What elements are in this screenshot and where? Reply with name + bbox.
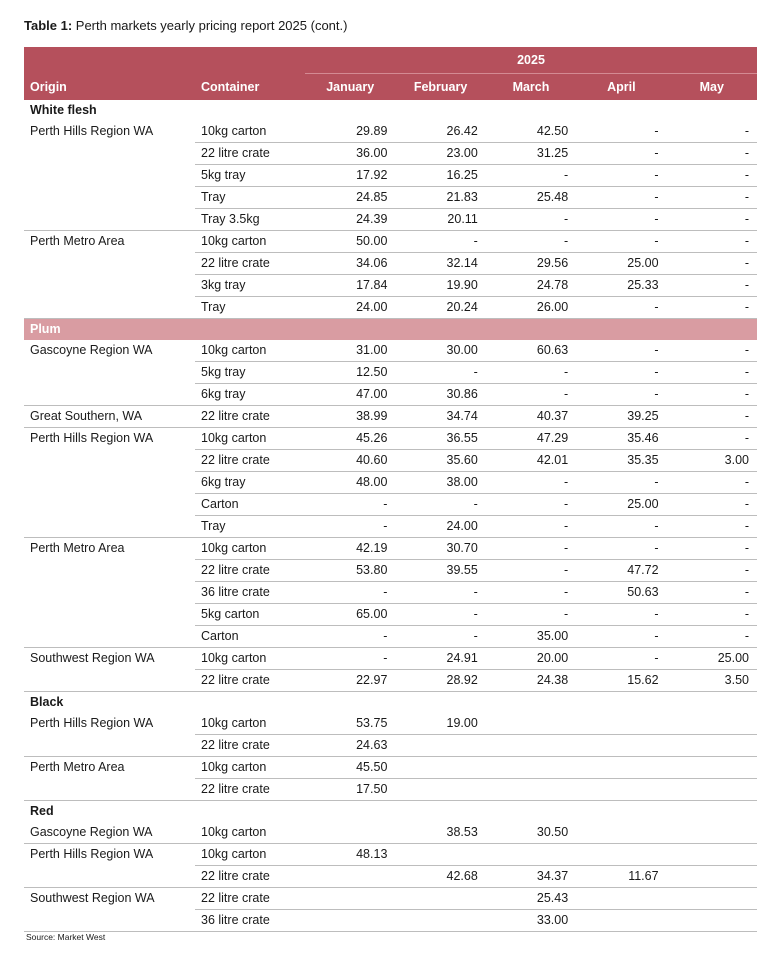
price-cell: 36.55 [395,428,485,450]
price-cell: 33.00 [486,910,576,932]
table-row [24,822,757,844]
origin-cell [24,187,195,209]
price-cell: 24.38 [486,670,576,692]
price-cell: 25.33 [576,275,666,297]
origin-cell: Perth Hills Region WA [30,124,154,139]
container-cell: 3kg tray [195,275,305,297]
price-cell: - [576,362,666,384]
month-column-header: February [395,74,485,101]
price-cell: 65.00 [305,604,395,626]
price-cell [395,779,485,801]
price-cell: - [576,187,666,209]
container-cell: 10kg carton [201,825,267,839]
price-cell: 36.00 [305,143,395,165]
price-cell [576,735,666,757]
container-cell: Carton [195,626,305,648]
price-cell [486,779,576,801]
price-cell: - [486,209,576,231]
price-cell: 34.06 [305,253,395,275]
price-cell: - [654,343,659,357]
price-cell: - [305,582,395,604]
origin-cell: Perth Metro Area [24,757,195,779]
price-cell: 38.53 [446,825,478,839]
price-cell: 45.50 [305,757,395,779]
table-row [24,143,757,165]
price-cell: - [667,362,757,384]
price-cell [395,844,485,866]
month-column-header: April [576,74,666,101]
origin-cell [24,582,195,604]
table-row [24,121,757,143]
price-cell: - [667,275,757,297]
table-row [24,275,757,297]
price-cell: 30.86 [395,384,485,406]
price-cell: 40.60 [305,450,395,472]
price-cell: 19.90 [395,275,485,297]
price-cell: 39.55 [395,560,485,582]
price-cell: 60.63 [536,343,569,357]
price-cell [576,757,666,779]
table-row [24,340,757,362]
month-column-header: May [667,74,757,101]
price-cell: 29.56 [486,253,576,275]
table-row [24,165,757,187]
table-row [24,516,757,538]
price-cell [486,713,576,735]
price-cell: 31.25 [486,143,576,165]
price-cell [395,888,485,910]
container-cell: 22 litre crate [195,888,305,910]
price-cell: 30.00 [446,343,478,357]
container-cell: 10kg carton [195,757,305,779]
section-label: Plum [24,319,757,341]
origin-cell: Perth Hills Region WA [24,428,195,450]
price-cell: 47.72 [576,560,666,582]
price-cell [576,779,666,801]
price-cell: - [576,604,666,626]
price-cell: 29.89 [356,124,388,138]
table-title-prefix: Table 1: [24,18,73,33]
price-cell: - [576,297,666,319]
origin-cell: Perth Hills Region WA [30,716,154,731]
price-cell [395,735,485,757]
origin-cell: Gascoyne Region WA [30,825,153,839]
price-cell: 31.00 [356,343,388,357]
price-cell: 20.00 [486,648,576,670]
price-cell: 25.00 [576,253,666,275]
origin-cell: Great Southern, WA [24,406,195,428]
price-cell: 17.84 [305,275,395,297]
price-cell [576,910,666,932]
container-cell: 10kg carton [195,648,305,670]
origin-cell [24,735,195,757]
origin-cell: Southwest Region WA [24,648,195,670]
price-cell [486,735,576,757]
table-row [24,604,757,626]
price-cell: 47.00 [305,384,395,406]
price-cell: 35.46 [576,428,666,450]
price-cell [486,757,576,779]
table-row [24,297,757,319]
price-cell: 20.24 [395,297,485,319]
pricing-table [24,47,757,932]
price-cell: - [486,560,576,582]
price-cell [667,866,757,888]
origin-cell [24,866,195,888]
table-row [24,209,757,231]
table-row [24,231,757,253]
origin-cell [24,253,195,275]
price-cell: - [576,231,666,253]
price-cell: - [667,494,757,516]
price-cell: 34.37 [486,866,576,888]
price-cell: - [667,384,757,406]
price-cell [667,757,757,779]
price-cell: 50.63 [576,582,666,604]
price-cell: - [486,494,576,516]
container-cell: 6kg tray [195,384,305,406]
origin-cell [24,910,195,932]
price-cell: - [667,516,757,538]
container-cell: 10kg carton [201,716,267,730]
price-cell: - [744,124,749,138]
price-cell: - [305,516,395,538]
price-cell [305,822,395,844]
price-cell: 25.00 [576,494,666,516]
price-cell: - [667,253,757,275]
table-row [24,888,757,910]
origin-cell [24,472,195,494]
price-cell: - [667,560,757,582]
table-row [24,494,757,516]
origin-cell [24,362,195,384]
price-cell: 21.83 [395,187,485,209]
price-cell: 25.00 [667,648,757,670]
price-cell: 3.00 [667,450,757,472]
price-cell: - [305,648,395,670]
table-row [24,362,757,384]
container-cell: 10kg carton [195,231,305,253]
table-row [24,626,757,648]
price-cell: - [654,124,659,138]
container-cell: 22 litre crate [195,450,305,472]
table-row [24,406,757,428]
price-cell: 34.74 [395,406,485,428]
section-row [24,692,757,714]
price-cell [667,844,757,866]
price-cell: 32.14 [395,253,485,275]
table-row [24,450,757,472]
container-cell: 10kg carton [201,343,267,357]
price-cell: 15.62 [576,670,666,692]
origin-cell: Perth Metro Area [24,538,195,560]
table-title [24,18,347,33]
price-cell [395,757,485,779]
price-cell: 28.92 [395,670,485,692]
price-cell [486,844,576,866]
origin-cell [24,779,195,801]
origin-cell [24,560,195,582]
section-label: Black [30,695,64,709]
month-column-header: January [305,74,395,101]
price-cell: - [305,626,395,648]
container-cell: 22 litre crate [195,560,305,582]
price-cell: - [667,428,757,450]
table-row [24,910,757,932]
price-cell: - [667,143,757,165]
container-cell: 22 litre crate [195,866,305,888]
price-cell: - [395,494,485,516]
table-header [24,47,757,100]
price-cell: 25.48 [486,187,576,209]
origin-cell [24,450,195,472]
price-cell: 19.00 [446,716,478,730]
container-cell: 10kg carton [201,124,267,138]
price-cell: 35.60 [395,450,485,472]
price-cell: - [667,626,757,648]
price-cell: 48.00 [305,472,395,494]
container-cell: 6kg tray [195,472,305,494]
container-cell: 22 litre crate [195,735,305,757]
table-row [24,384,757,406]
container-column-header: Container [195,74,305,101]
container-cell: 36 litre crate [195,582,305,604]
price-cell: - [395,582,485,604]
table-row [24,253,757,275]
price-cell: - [667,472,757,494]
origin-cell [24,384,195,406]
origin-cell: Southwest Region WA [24,888,195,910]
price-cell: - [395,626,485,648]
table-row [24,472,757,494]
price-cell: 50.00 [305,231,395,253]
price-cell: - [744,343,749,357]
price-cell: - [576,209,666,231]
price-cell: - [576,384,666,406]
price-cell [667,779,757,801]
price-cell: - [667,538,757,560]
price-cell: - [576,143,666,165]
table-row [24,844,757,866]
price-cell: 24.00 [305,297,395,319]
price-cell: - [667,604,757,626]
price-cell: 40.37 [486,406,576,428]
price-cell: - [667,165,757,187]
price-cell: 22.97 [305,670,395,692]
container-cell: 10kg carton [195,538,305,560]
price-cell: - [576,516,666,538]
price-cell: 48.13 [305,844,395,866]
origin-cell [24,516,195,538]
table-row [24,560,757,582]
price-cell: - [486,538,576,560]
price-cell: 42.50 [536,124,569,138]
table-row [24,866,757,888]
price-cell: 26.42 [446,124,478,138]
container-cell: 22 litre crate [195,779,305,801]
price-cell [395,910,485,932]
price-cell: 38.00 [395,472,485,494]
origin-cell [24,626,195,648]
price-cell: - [667,406,757,428]
price-cell: 12.50 [305,362,395,384]
origin-cell: Perth Metro Area [24,231,195,253]
price-cell: - [576,165,666,187]
origin-column-header: Origin [24,74,195,101]
price-cell [667,713,757,735]
section-label: Red [30,804,54,818]
price-cell: - [667,187,757,209]
price-cell [576,844,666,866]
container-cell: 22 litre crate [195,253,305,275]
price-cell: - [667,297,757,319]
price-cell: - [486,582,576,604]
container-cell: Tray 3.5kg [195,209,305,231]
table-row [24,735,757,757]
section-row [24,801,757,823]
origin-cell [24,604,195,626]
price-cell: 38.99 [305,406,395,428]
price-cell: 16.25 [395,165,485,187]
price-cell [667,735,757,757]
section-row [24,100,757,121]
price-cell: 11.67 [576,866,666,888]
table-row [24,582,757,604]
price-cell: 53.80 [305,560,395,582]
table-title-text: Perth markets yearly pricing report 2025 (cont.) [72,18,348,33]
price-cell: 24.63 [305,735,395,757]
year-header: 2025 [305,47,757,74]
table-body [24,100,757,932]
price-cell: - [667,582,757,604]
price-cell: - [486,231,576,253]
price-cell: - [667,231,757,253]
section-label: White flesh [30,103,97,117]
price-cell: 42.68 [395,866,485,888]
origin-cell [24,143,195,165]
origin-cell [24,670,195,692]
price-cell: 39.25 [576,406,666,428]
price-cell: - [576,538,666,560]
table-row [24,670,757,692]
price-cell [667,910,757,932]
origin-cell: Gascoyne Region WA [30,343,153,358]
container-cell: Carton [195,494,305,516]
table-row [24,757,757,779]
origin-cell [24,165,195,187]
price-cell: - [486,362,576,384]
origin-cell [24,209,195,231]
price-cell: 17.92 [305,165,395,187]
month-column-header: March [486,74,576,101]
table-row [24,648,757,670]
price-cell: - [576,472,666,494]
source-note: Source: Market West [26,932,106,942]
price-cell: 17.50 [305,779,395,801]
price-cell: 42.19 [305,538,395,560]
price-cell: 35.35 [576,450,666,472]
price-cell: 20.11 [395,209,485,231]
price-cell [305,888,395,910]
price-cell: - [667,209,757,231]
price-cell: 24.91 [395,648,485,670]
container-cell: Tray [195,516,305,538]
table-row [24,779,757,801]
price-cell: 24.39 [305,209,395,231]
price-cell: 53.75 [356,716,388,730]
price-cell [305,866,395,888]
container-cell: 36 litre crate [195,910,305,932]
container-cell: 22 litre crate [195,670,305,692]
container-cell: 22 litre crate [195,406,305,428]
price-cell [576,888,666,910]
price-cell: 30.50 [536,825,569,839]
price-cell: 23.00 [395,143,485,165]
price-cell: - [576,626,666,648]
container-cell: Tray [195,187,305,209]
price-cell: 26.00 [486,297,576,319]
price-cell: - [486,516,576,538]
price-cell: 42.01 [486,450,576,472]
price-cell: 24.85 [305,187,395,209]
price-cell: 24.78 [486,275,576,297]
price-cell: - [305,494,395,516]
price-cell: 30.70 [395,538,485,560]
price-cell: - [576,648,666,670]
price-cell: - [486,472,576,494]
price-cell [667,888,757,910]
price-cell: 35.00 [486,626,576,648]
price-cell: - [486,165,576,187]
price-cell: 45.26 [305,428,395,450]
container-cell: 10kg carton [195,844,305,866]
price-cell: - [395,362,485,384]
origin-cell [24,275,195,297]
table-row [24,428,757,450]
table-row [24,538,757,560]
origin-cell [24,494,195,516]
container-cell: 10kg carton [195,428,305,450]
container-cell: 5kg tray [195,362,305,384]
table-row [24,187,757,209]
section-row [24,319,757,341]
container-cell: 5kg carton [195,604,305,626]
price-cell: 25.43 [486,888,576,910]
price-cell: - [486,604,576,626]
price-cell: 24.00 [395,516,485,538]
price-cell [305,910,395,932]
price-cell: 47.29 [486,428,576,450]
price-cell [576,713,666,735]
container-cell: 22 litre crate [195,143,305,165]
price-cell: - [395,231,485,253]
price-cell: 3.50 [667,670,757,692]
origin-cell: Perth Hills Region WA [24,844,195,866]
origin-cell [24,297,195,319]
table-row [24,713,757,735]
price-cell [576,822,666,844]
price-cell [667,822,757,844]
price-cell: - [395,604,485,626]
container-cell: Tray [195,297,305,319]
price-cell: - [486,384,576,406]
container-cell: 5kg tray [195,165,305,187]
